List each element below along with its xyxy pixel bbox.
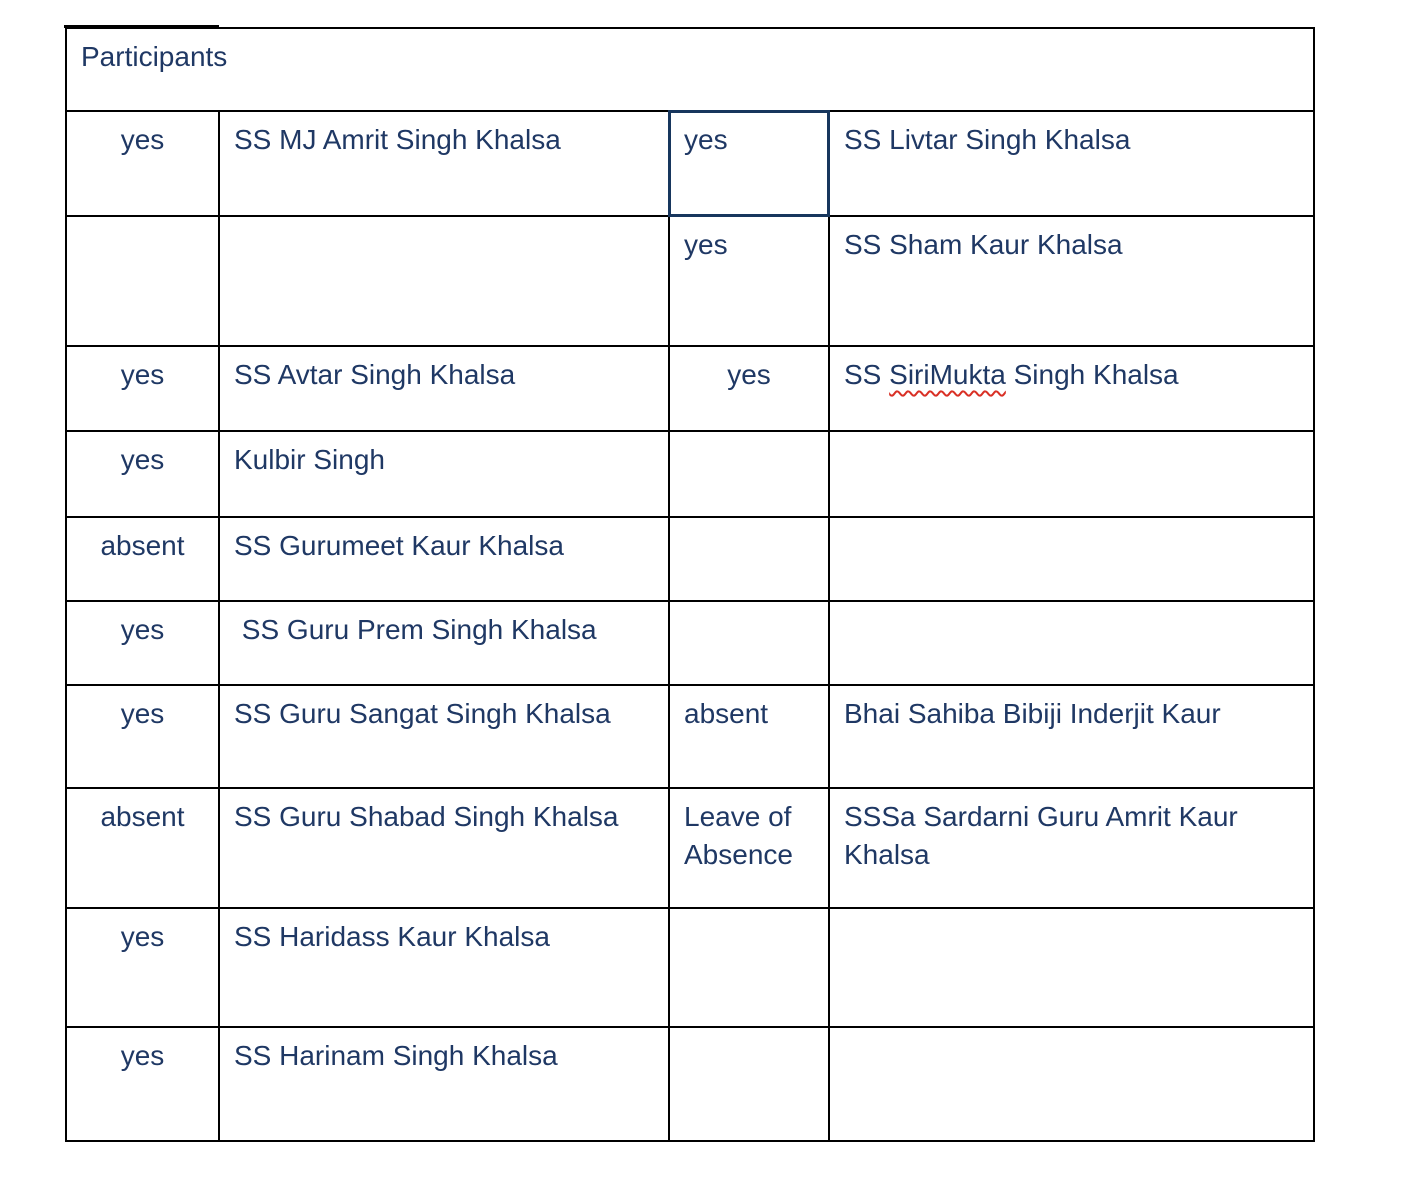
table-row <box>66 908 1314 1027</box>
status-cell[interactable]: yes <box>669 216 829 346</box>
status-cell[interactable]: yes <box>66 1027 219 1141</box>
misspelled-word: SiriMukta <box>889 359 1006 390</box>
status-cell-selected[interactable]: yes <box>669 111 829 216</box>
name-cell[interactable] <box>829 517 1314 601</box>
status-cell[interactable]: yes <box>66 431 219 517</box>
name-cell[interactable]: SS Avtar Singh Khalsa <box>219 346 669 431</box>
participants-header-cell[interactable]: Participants <box>66 28 1314 111</box>
name-text: SS <box>844 359 890 390</box>
name-cell[interactable] <box>829 908 1314 1027</box>
status-cell[interactable] <box>669 517 829 601</box>
name-cell[interactable]: SS Guru Prem Singh Khalsa <box>219 601 669 685</box>
name-cell[interactable] <box>829 431 1314 517</box>
name-cell[interactable] <box>829 601 1314 685</box>
table-row <box>66 788 1314 908</box>
name-cell[interactable] <box>829 1027 1314 1141</box>
participants-table <box>65 27 1315 1142</box>
table-row <box>66 601 1314 685</box>
status-cell[interactable] <box>66 216 219 346</box>
table-row <box>66 28 1314 111</box>
status-cell[interactable]: yes <box>66 346 219 431</box>
status-cell[interactable]: Leave of Absence <box>669 788 829 908</box>
table-row <box>66 111 1314 216</box>
table-row <box>66 346 1314 431</box>
table-row <box>66 1027 1314 1141</box>
name-cell[interactable]: SS Guru Shabad Singh Khalsa <box>219 788 669 908</box>
name-cell[interactable]: SS Livtar Singh Khalsa <box>829 111 1314 216</box>
status-cell[interactable]: absent <box>66 517 219 601</box>
status-cell[interactable]: yes <box>66 601 219 685</box>
name-cell[interactable]: SS Haridass Kaur Khalsa <box>219 908 669 1027</box>
name-cell[interactable]: SS MJ Amrit Singh Khalsa <box>219 111 669 216</box>
table-row <box>66 431 1314 517</box>
status-cell[interactable]: absent <box>66 788 219 908</box>
name-cell[interactable]: Bhai Sahiba Bibiji Inderjit Kaur <box>829 685 1314 788</box>
name-cell[interactable]: SS Harinam Singh Khalsa <box>219 1027 669 1141</box>
name-cell[interactable]: SS Gurumeet Kaur Khalsa <box>219 517 669 601</box>
name-cell[interactable]: SS Guru Sangat Singh Khalsa <box>219 685 669 788</box>
status-cell[interactable] <box>669 1027 829 1141</box>
table-top-border-black-segment <box>64 25 219 28</box>
status-cell[interactable]: yes <box>66 111 219 216</box>
status-cell[interactable]: yes <box>66 908 219 1027</box>
table-row <box>66 685 1314 788</box>
name-cell[interactable]: SSSa Sardarni Guru Amrit Kaur Khalsa <box>829 788 1314 908</box>
table-row <box>66 216 1314 346</box>
name-cell[interactable]: SS Sham Kaur Khalsa <box>829 216 1314 346</box>
status-cell[interactable]: absent <box>669 685 829 788</box>
name-cell[interactable]: Kulbir Singh <box>219 431 669 517</box>
status-cell[interactable]: yes <box>66 685 219 788</box>
table-row <box>66 517 1314 601</box>
status-cell[interactable] <box>669 431 829 517</box>
status-cell[interactable] <box>669 908 829 1027</box>
status-cell[interactable] <box>669 601 829 685</box>
name-cell[interactable] <box>829 346 1314 431</box>
name-cell[interactable] <box>219 216 669 346</box>
name-text: Singh Khalsa <box>1005 359 1179 390</box>
status-cell[interactable]: yes <box>669 346 829 431</box>
